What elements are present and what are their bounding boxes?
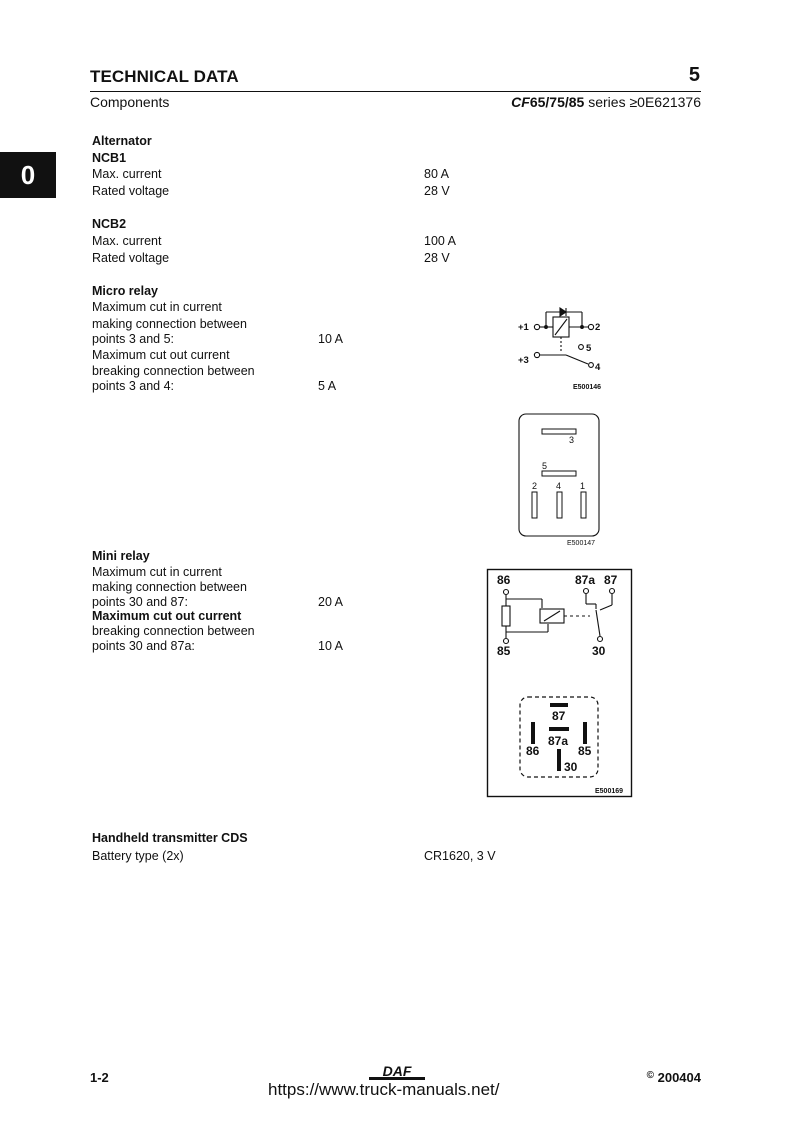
micro-relay-schematic <box>510 300 620 392</box>
page-subtitle: Components <box>90 94 170 110</box>
mini-relay-heading: Mini relay <box>92 549 150 563</box>
chapter-number: 5 <box>688 64 700 86</box>
micro-schematic-figure-code: E500146 <box>573 384 602 391</box>
micro-relay-pinout-svg <box>510 410 610 550</box>
mini-pinout-pin-86: 86 <box>526 744 540 758</box>
chapter-tab: 0 <box>0 152 56 198</box>
mini-cut-in-line-2: making connection between <box>92 580 247 594</box>
battery-type-label: Battery type (2x) <box>92 849 184 863</box>
footer-url-link[interactable]: https://www.truck-manuals.net/ <box>268 1080 500 1099</box>
micro-schematic-label-p4: 4 <box>595 362 601 373</box>
mini-pinout-pin-30: 30 <box>564 760 578 774</box>
micro-schematic-label-p3: +3 <box>518 355 529 366</box>
mini-cut-out-value: 10 A <box>318 639 344 653</box>
micro-pinout-pin-1: 1 <box>580 481 586 491</box>
ncb2-max-current-value: 100 A <box>424 234 456 248</box>
mini-schematic-label-85: 85 <box>497 644 511 658</box>
ncb2-rated-voltage-label: Rated voltage <box>92 251 170 265</box>
copyright-symbol: © <box>646 1070 654 1081</box>
alternator-heading: Alternator <box>92 134 152 148</box>
ncb1-rated-voltage-label: Rated voltage <box>92 184 170 198</box>
micro-cut-out-value: 5 A <box>318 379 337 393</box>
micro-cut-in-line-2: making connection between <box>92 317 247 331</box>
micro-pinout-pin-3: 3 <box>569 435 575 445</box>
micro-relay-heading: Micro relay <box>92 284 159 298</box>
mini-schematic-label-87: 87 <box>604 573 618 587</box>
mini-cut-in-line-3: points 30 and 87: <box>92 595 188 609</box>
mini-cut-out-line-1: Maximum cut out current <box>92 609 242 623</box>
mini-schematic-label-87a: 87a <box>575 573 596 587</box>
ncb1-rated-voltage-value: 28 V <box>424 184 450 198</box>
micro-schematic-label-p5: 5 <box>586 343 592 354</box>
micro-schematic-label-p2: 2 <box>595 322 601 333</box>
micro-cut-in-value: 10 A <box>318 332 344 346</box>
mini-pinout-pin-85: 85 <box>578 744 592 758</box>
header-rule <box>90 91 701 92</box>
daf-logo-text: DAF <box>382 1064 412 1079</box>
page-title: TECHNICAL DATA <box>90 67 239 86</box>
mini-figure-code: E500169 <box>595 788 624 795</box>
ncb2-rated-voltage-value: 28 V <box>424 251 450 265</box>
micro-pinout-pin-4: 4 <box>556 481 562 491</box>
micro-relay-pinout <box>510 410 610 550</box>
micro-pinout-pin-2: 2 <box>532 481 538 491</box>
mini-schematic-label-86: 86 <box>497 573 511 587</box>
ncb1-max-current-label: Max. current <box>92 167 162 181</box>
copyright-year: 200404 <box>657 1070 701 1085</box>
mini-pinout-pin-87a: 87a <box>548 734 569 748</box>
mini-cut-out-line-2: breaking connection between <box>92 624 255 638</box>
micro-cut-out-line-3: points 3 and 4: <box>92 379 175 393</box>
mini-cut-out-line-3: points 30 and 87a: <box>92 639 195 653</box>
micro-cut-in-line-3: points 3 and 5: <box>92 332 175 346</box>
mini-schematic-label-30: 30 <box>592 644 606 658</box>
micro-relay-schematic-svg <box>510 300 620 392</box>
handheld-heading: Handheld transmitter CDS <box>92 831 248 845</box>
mini-cut-in-line-1: Maximum cut in current <box>92 565 222 579</box>
micro-schematic-label-p1: +1 <box>518 322 529 333</box>
ncb1-label: NCB1 <box>92 151 127 165</box>
model-serial: ≥0E621376 <box>629 94 701 110</box>
mini-relay-figure-svg <box>486 568 634 800</box>
micro-cut-out-line-2: breaking connection between <box>92 364 255 378</box>
ncb2-max-current-label: Max. current <box>92 234 162 248</box>
micro-cut-out-line-1: Maximum cut out current <box>92 348 230 362</box>
copyright <box>647 1070 701 1085</box>
micro-cut-in-line-1: Maximum cut in current <box>92 300 222 314</box>
model-cf: CF <box>511 94 530 110</box>
micro-pinout-pin-5: 5 <box>542 461 548 471</box>
mini-cut-in-value: 20 A <box>318 595 344 609</box>
micro-pinout-figure-code: E500147 <box>567 540 596 547</box>
mini-relay-figure <box>486 568 634 800</box>
model-range <box>511 94 701 110</box>
ncb1-max-current-value: 80 A <box>424 167 450 181</box>
mini-pinout-pin-87: 87 <box>552 709 566 723</box>
ncb2-label: NCB2 <box>92 217 127 231</box>
model-suffix: series <box>584 94 630 110</box>
model-numbers: 65/75/85 <box>529 94 585 110</box>
battery-type-value: CR1620, 3 V <box>424 849 496 863</box>
page-number: 1-2 <box>90 1070 109 1085</box>
